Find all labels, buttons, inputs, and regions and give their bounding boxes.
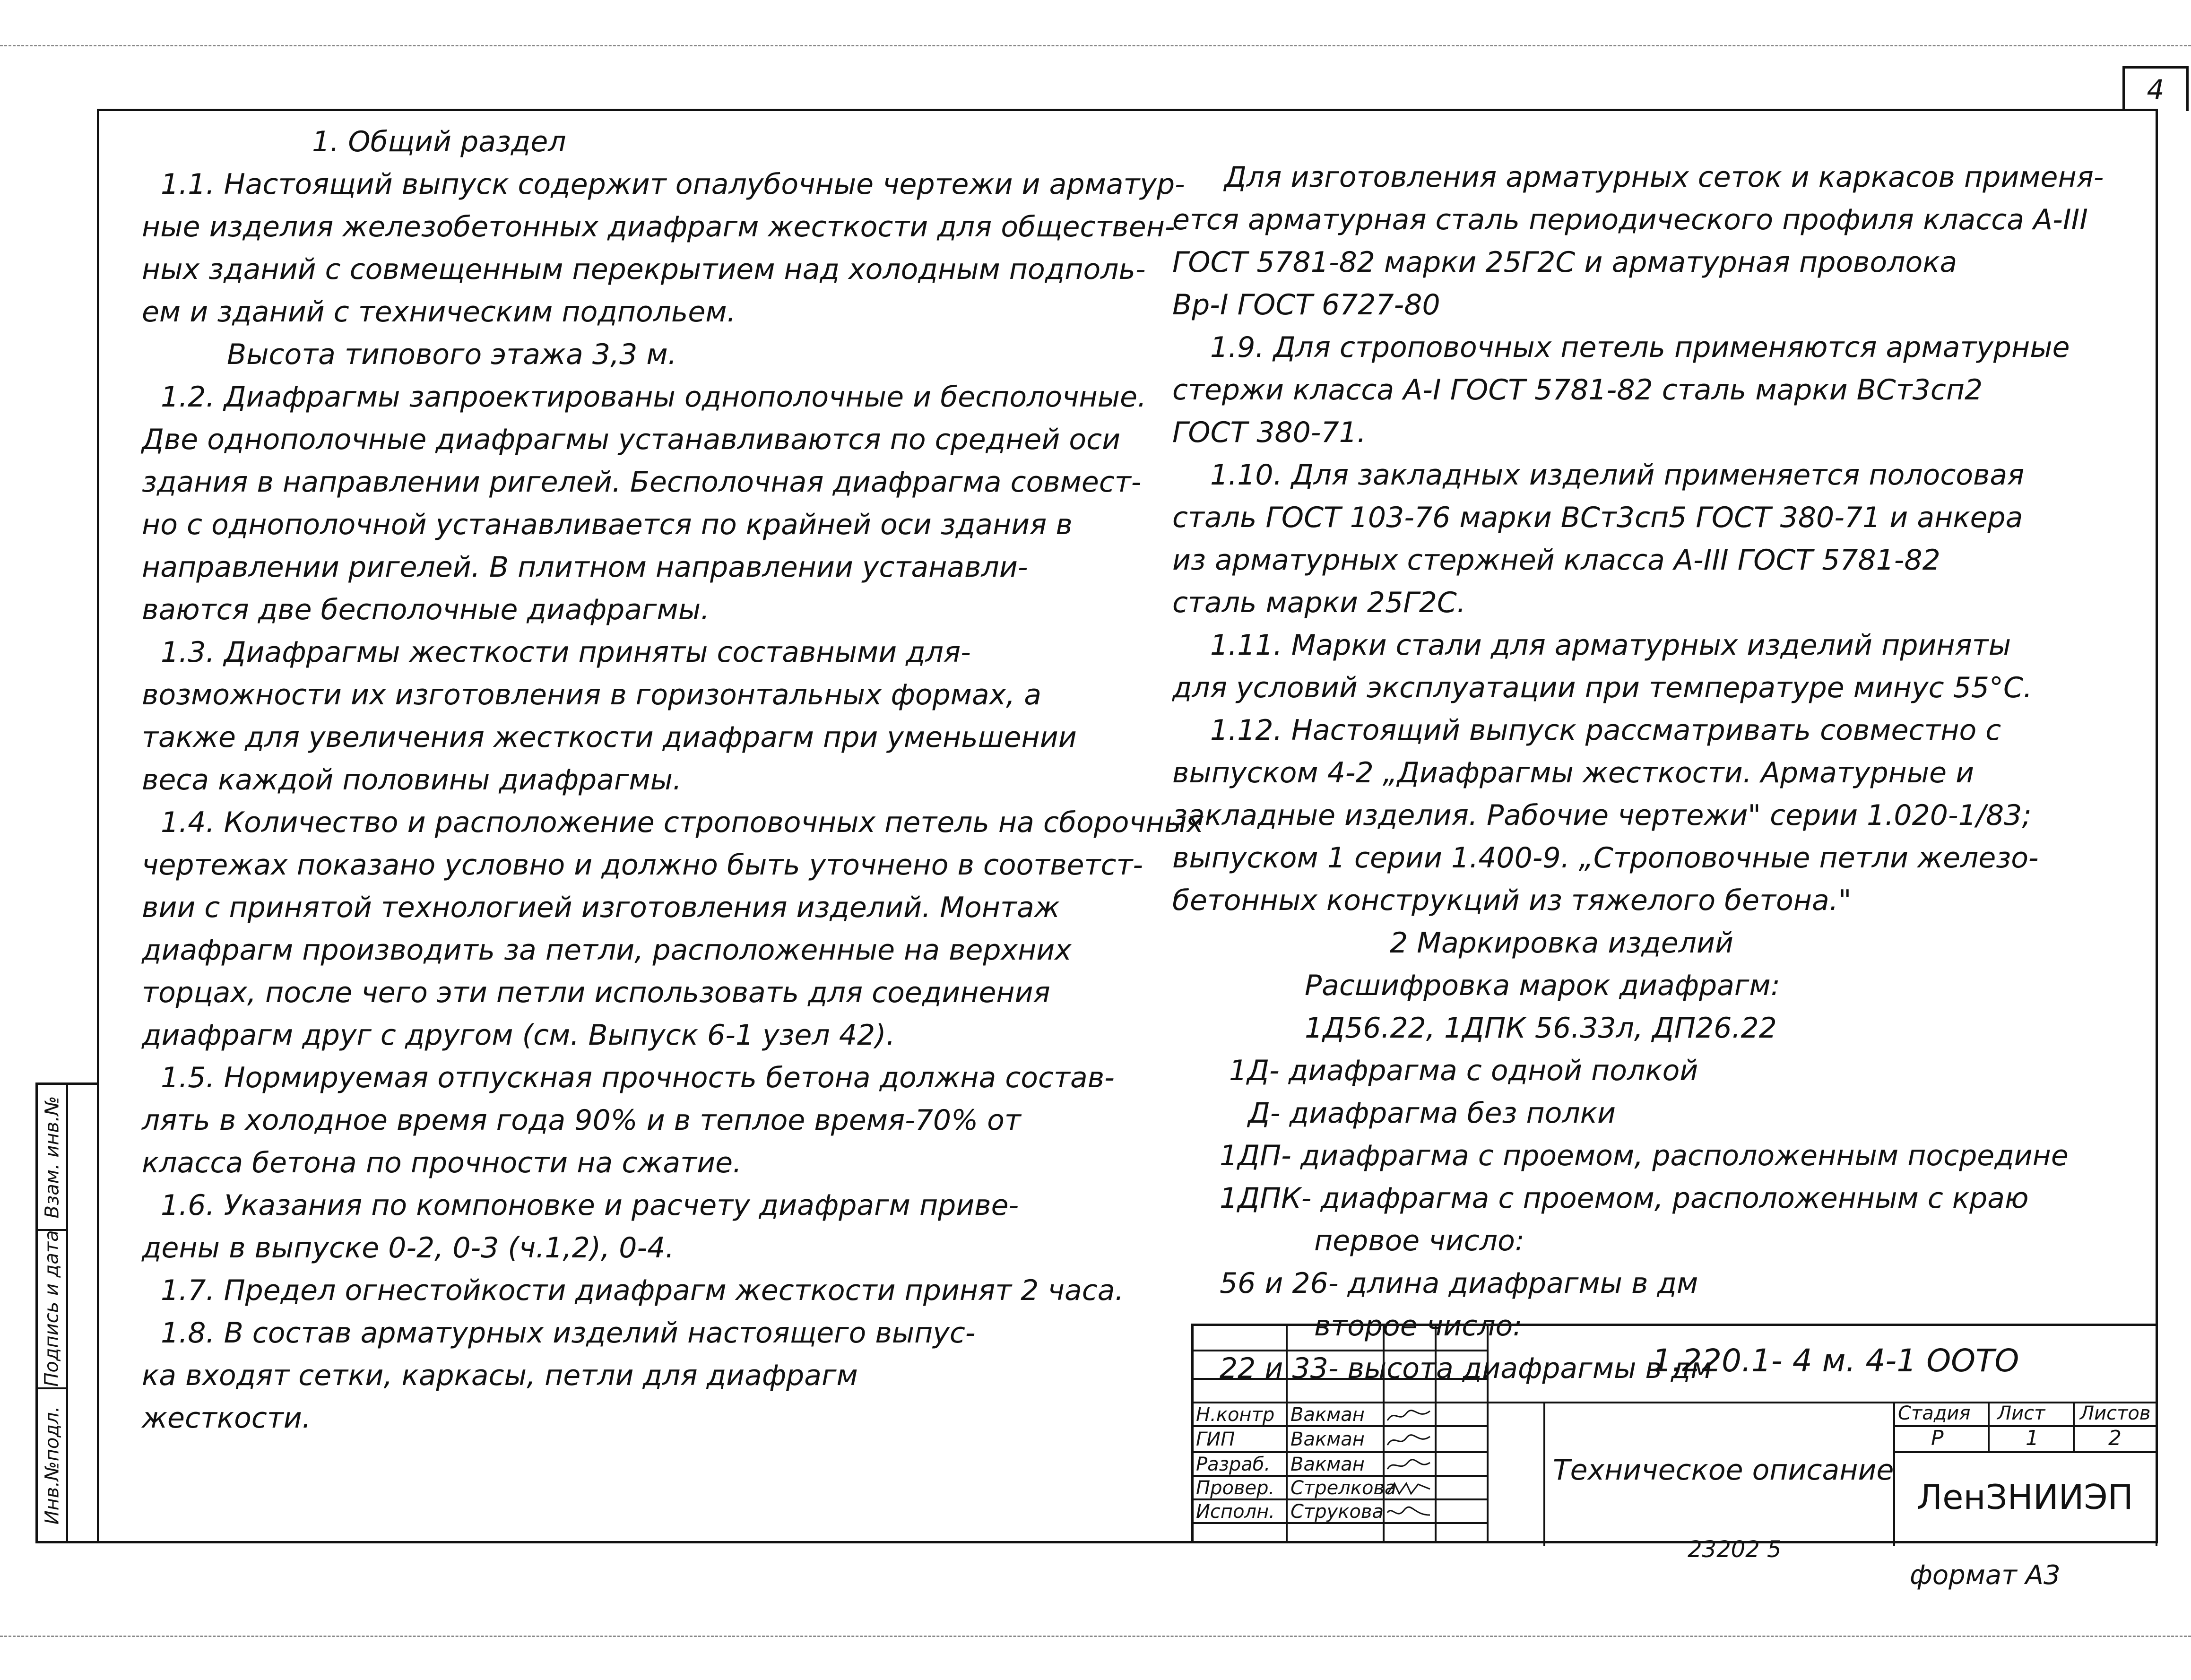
title-block (1191, 1324, 2156, 1543)
text-line: ваются две бесполочные диафрагмы. (142, 593, 710, 626)
text-line: второе число: (1314, 1309, 1523, 1342)
signature-mark (1385, 1503, 1432, 1522)
text-line: ные изделия железобетонных диафрагм жесткости для обществен- (142, 210, 1175, 243)
text-line: выпуском 1 серии 1.400-9. „Строповочные петли железо- (1172, 841, 2039, 875)
text-line: 1.1. Настоящий выпуск содержит опалубочные чертежи и арматур- (161, 168, 1185, 201)
text-line: но с однополочной устанавливается по крайней оси здания в (142, 508, 1073, 541)
text-line: первое число: (1314, 1224, 1524, 1257)
text-line: ГОСТ 380-71. (1172, 416, 1366, 449)
text-line: 1ДП- диафрагма с проемом, расположенным посредине (1220, 1139, 2069, 1172)
text-line: направлении ригелей. В плитном направлении устанавли- (142, 551, 1028, 584)
text-line: 1.3. Диафрагмы жесткости приняты составными для- (161, 636, 971, 669)
stage-value: Р (1931, 1426, 1944, 1450)
sheets-header: Листов (2080, 1403, 2151, 1424)
text-line: возможности их изготовления в горизонтальных формах, а (142, 678, 1042, 711)
text-line: 1.10. Для закладных изделий применяется полосовая (1210, 459, 2025, 492)
left-text-column (142, 121, 1204, 1439)
text-line: класса бетона по прочности на сжатие. (142, 1146, 742, 1179)
text-line: торцах, после чего эти петли использовать для соединения (142, 976, 1050, 1009)
text-line: сталь марки 25Г2С. (1172, 586, 1466, 619)
section-heading: 1. Общий раздел (312, 125, 566, 158)
right-text-column (1172, 156, 2104, 1390)
side-cell-signature: Подпись и дата (41, 1230, 63, 1387)
text-line: 1.4. Количество и расположение строповочных петель на сборочных (161, 806, 1204, 839)
role-norm-control: Н.контр (1196, 1404, 1275, 1426)
text-line: выпуском 4-2 „Диафрагмы жесткости. Арматурные и (1172, 756, 1974, 789)
text-line: дены в выпуске 0-2, 0-3 (ч.1,2), 0-4. (142, 1231, 675, 1264)
text-line: Вр-I ГОСТ 6727-80 (1172, 288, 1440, 321)
text-line: также для увеличения жесткости диафрагм при уменьшении (142, 721, 1077, 754)
text-line: сталь ГОСТ 103-76 марки ВСт3сп5 ГОСТ 380-71 и анкера (1172, 501, 2023, 534)
text-line: 1.7. Предел огнестойкости диафрагм жесткости принят 2 часа. (161, 1274, 1124, 1307)
text-line: ных зданий с совмещенным перекрытием над холодным подполь- (142, 253, 1146, 286)
signature-mark (1385, 1431, 1432, 1450)
side-strip (35, 1082, 97, 1543)
text-line: жесткости. (142, 1402, 311, 1435)
signature-mark (1385, 1456, 1432, 1475)
name-executor: Струкова (1290, 1501, 1384, 1523)
side-cell-inventory: Инв.№подл. (41, 1406, 63, 1525)
text-line: вии с принятой технологией изготовления изделий. Монтаж (142, 891, 1060, 924)
text-line: 1Д56.22, 1ДПК 56.33л, ДП26.22 (1305, 1012, 1777, 1045)
inventory-number: 23202 5 (1688, 1536, 1782, 1563)
text-line: чертежах показано условно и должно быть уточнено в соответст- (142, 849, 1143, 882)
text-line: диафрагм производить за петли, расположенные на верхних (142, 934, 1072, 967)
text-line: 1.8. В состав арматурных изделий настоящего выпус- (161, 1316, 976, 1350)
text-line: здания в направлении ригелей. Бесполочная диафрагма совмест- (142, 466, 1142, 499)
text-line: диафрагм друг с другом (см. Выпуск 6-1 узел 42). (142, 1019, 895, 1052)
signature-mark (1385, 1480, 1432, 1498)
text-line: 1.5. Нормируемая отпускная прочность бетона должна состав- (161, 1061, 1115, 1094)
name-developer: Вакман (1290, 1454, 1365, 1475)
role-chief-engineer: ГИП (1196, 1429, 1235, 1450)
name-norm-control: Вакман (1290, 1404, 1365, 1426)
document-name: Техническое описание (1553, 1454, 1894, 1487)
text-line: ем и зданий с техническим подпольем. (142, 295, 736, 329)
text-line: 22 и 33- высота диафрагмы в дм (1220, 1352, 1712, 1385)
sheet-header: Лист (1997, 1403, 2045, 1424)
text-line: Расшифровка марок диафрагм: (1305, 969, 1780, 1002)
text-line: бетонных конструкций из тяжелого бетона." (1172, 884, 1852, 917)
text-line: ется арматурная сталь периодического профиля класса А-III (1172, 203, 2088, 236)
signature-mark (1385, 1406, 1432, 1425)
text-line: Высота типового этажа 3,3 м. (227, 338, 677, 371)
text-line: 1Д- диафрагма с одной полкой (1229, 1054, 1698, 1087)
text-line: из арматурных стержней класса А-III ГОСТ 5781-82 (1172, 544, 1940, 577)
text-line: 1ДПК- диафрагма с проемом, расположенным с краю (1220, 1182, 2029, 1215)
format-label: формат А3 (1910, 1560, 2061, 1591)
text-line: ГОСТ 5781-82 марки 25Г2С и арматурная проволока (1172, 246, 1957, 279)
text-line: 56 и 26- длина диафрагмы в дм (1220, 1267, 1698, 1300)
top-edge-line (0, 45, 2191, 46)
text-line: закладные изделия. Рабочие чертежи" серии 1.020-1/83; (1172, 799, 2032, 832)
organization: ЛенЗНИИЭП (1917, 1477, 2133, 1517)
section-heading: 2 Маркировка изделий (1390, 927, 1733, 960)
sheet-value: 1 (2026, 1426, 2039, 1450)
text-line: 1.2. Диафрагмы запроектированы однополочные и бесполочные. (161, 381, 1147, 414)
text-line: Для изготовления арматурных сеток и каркасов применя- (1224, 161, 2104, 194)
stage-header: Стадия (1898, 1403, 1971, 1424)
role-executor: Исполн. (1196, 1501, 1275, 1523)
text-line: 1.11. Марки стали для арматурных изделий приняты (1210, 629, 2011, 662)
text-line: веса каждой половины диафрагмы. (142, 763, 682, 797)
name-checker: Стрелкова (1290, 1477, 1396, 1499)
text-line: 1.12. Настоящий выпуск рассматривать совместно с (1210, 714, 2001, 747)
bottom-edge-line (0, 1636, 2191, 1637)
text-line: 1.6. Указания по компоновке и расчету диафрагм приве- (161, 1189, 1019, 1222)
designation: 1.220.1- 4 м. 4-1 ООТО (1652, 1342, 2019, 1379)
text-line: лять в холодное время года 90% и в теплое время-70% от (142, 1104, 1021, 1137)
side-cell-replace: Взам. инв.№ (41, 1096, 63, 1218)
name-chief-engineer: Вакман (1290, 1429, 1365, 1450)
role-developer: Разраб. (1196, 1454, 1271, 1475)
text-line: для условий эксплуатации при температуре минус 55°С. (1172, 671, 2033, 704)
sheets-value: 2 (2108, 1426, 2122, 1450)
text-line: Две однополочные диафрагмы устанавливаются по средней оси (142, 423, 1121, 456)
sheet-number: 4 (2122, 66, 2189, 111)
text-line: стержи класса А-I ГОСТ 5781-82 сталь марки ВСт3сп2 (1172, 373, 1983, 407)
text-line: ка входят сетки, каркасы, петли для диафрагм (142, 1359, 858, 1392)
role-checker: Провер. (1196, 1477, 1275, 1499)
text-line: Д- диафрагма без полки (1248, 1097, 1616, 1130)
text-line: 1.9. Для строповочных петель применяются арматурные (1210, 331, 2070, 364)
